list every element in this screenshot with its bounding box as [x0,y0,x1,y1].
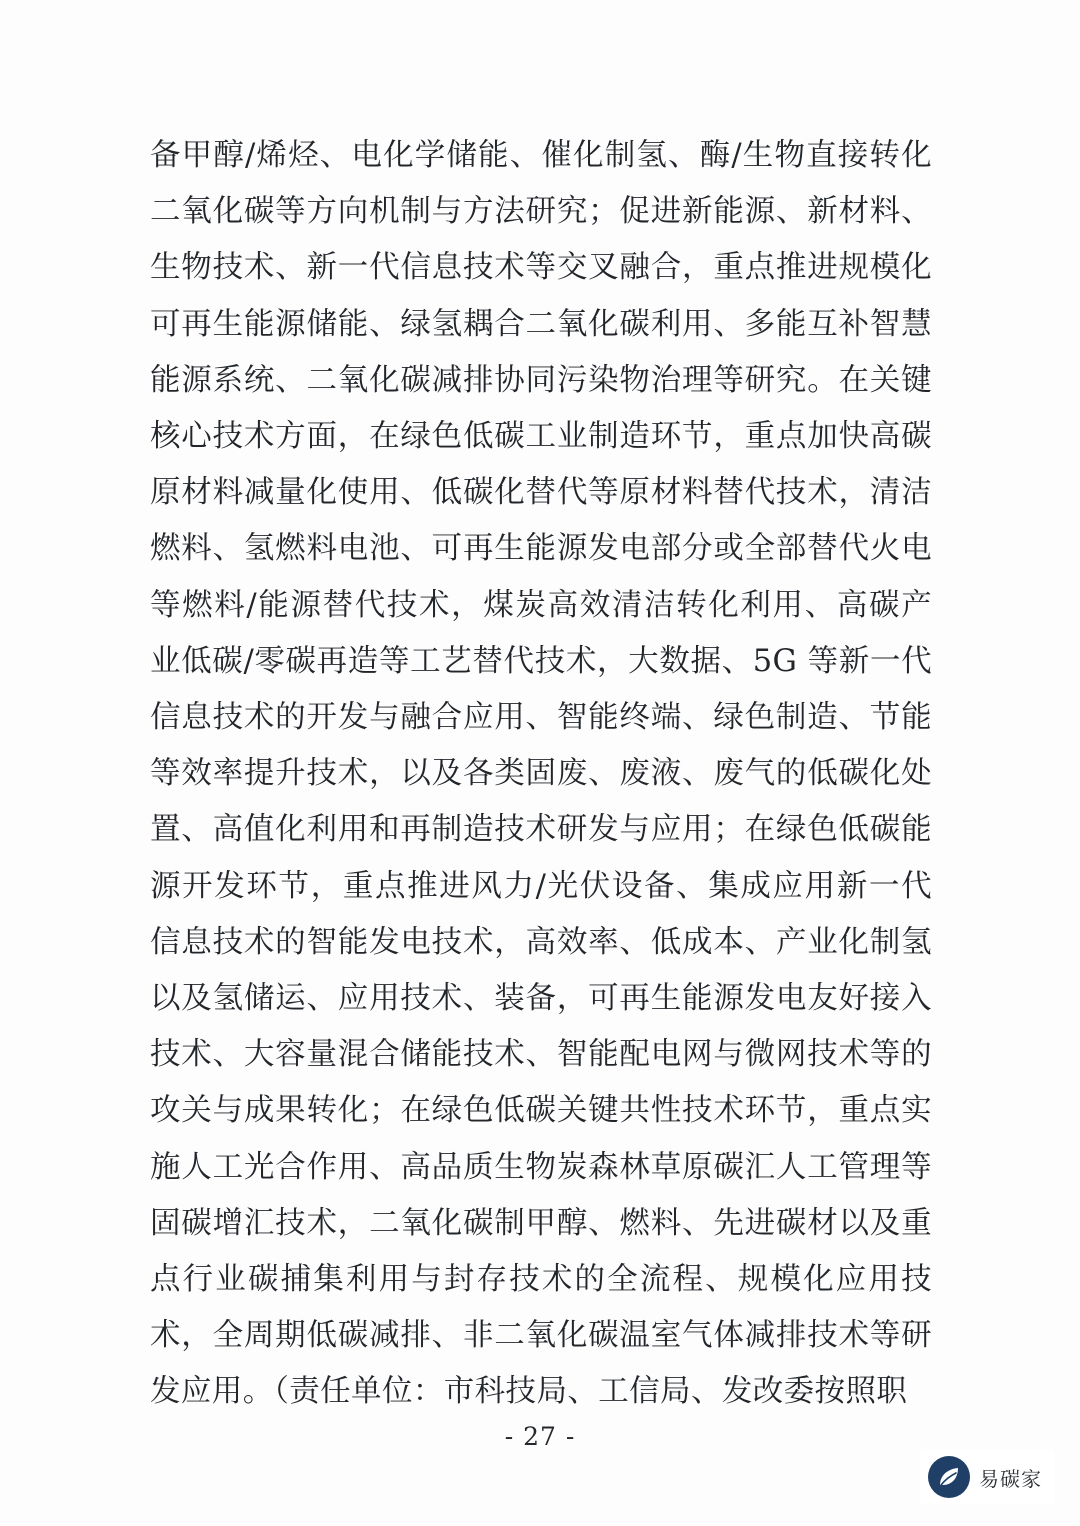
page-number: - 27 - [504,1422,576,1451]
document-body-text: 备甲醇/烯烃、电化学储能、催化制氢、酶/生物直接转化二氧化碳等方向机制与方法研究；促进新能源、新材料、生物技术、新一代信息技术等交叉融合，重点推进规模化可再生能源储能、绿氢耦合二氧化碳利用、多能互补智慧能源系统、二氧化碳减排协同污染物治理等研究。在关键核心技术方面，在绿色低碳工业制造环节，重点加快高碳原材料减量化使用、低碳化替代等原材料替代技术，清洁燃料、氢燃料电池、可再生能源发电部分或全部替代火电等燃料/能源替代技术，煤炭高效清洁转化利用、高碳产业低碳/零碳再造等工艺替代技术，大数据、5G 等新一代信息技术的开发与融合应用、智能终端、绿色制造、节能等效率提升技术，以及各类固废、废液、废气的低碳化处置、高值化利用和再制造技术研发与应用；在绿色低碳能源开发环节，重点推进风力/光伏设备、集成应用新一代信息技术的智能发电技术，高效率、低成本、产业化制氢以及氢储运、应用技术、装备，可再生能源发电友好接入技术、大容量混合储能技术、智能配电网与微网技术等的攻关与成果转化；在绿色低碳关键共性技术环节，重点实施人工光合作用、高品质生物炭森林草原碳汇人工管理等固碳增汇技术，二氧化碳制甲醇、燃料、先进碳材以及重点行业碳捕集利用与封存技术的全流程、规模化应用技术，全周期低碳减排、非二氧化碳温室气体减排技术等研发应用。（责任单位：市科技局、工信局、发改委按照职 [150,138,932,1410]
watermark [920,1450,1054,1504]
watermark-label: 易碳家 [979,1466,1042,1491]
leaf-logo-icon [928,1456,970,1498]
